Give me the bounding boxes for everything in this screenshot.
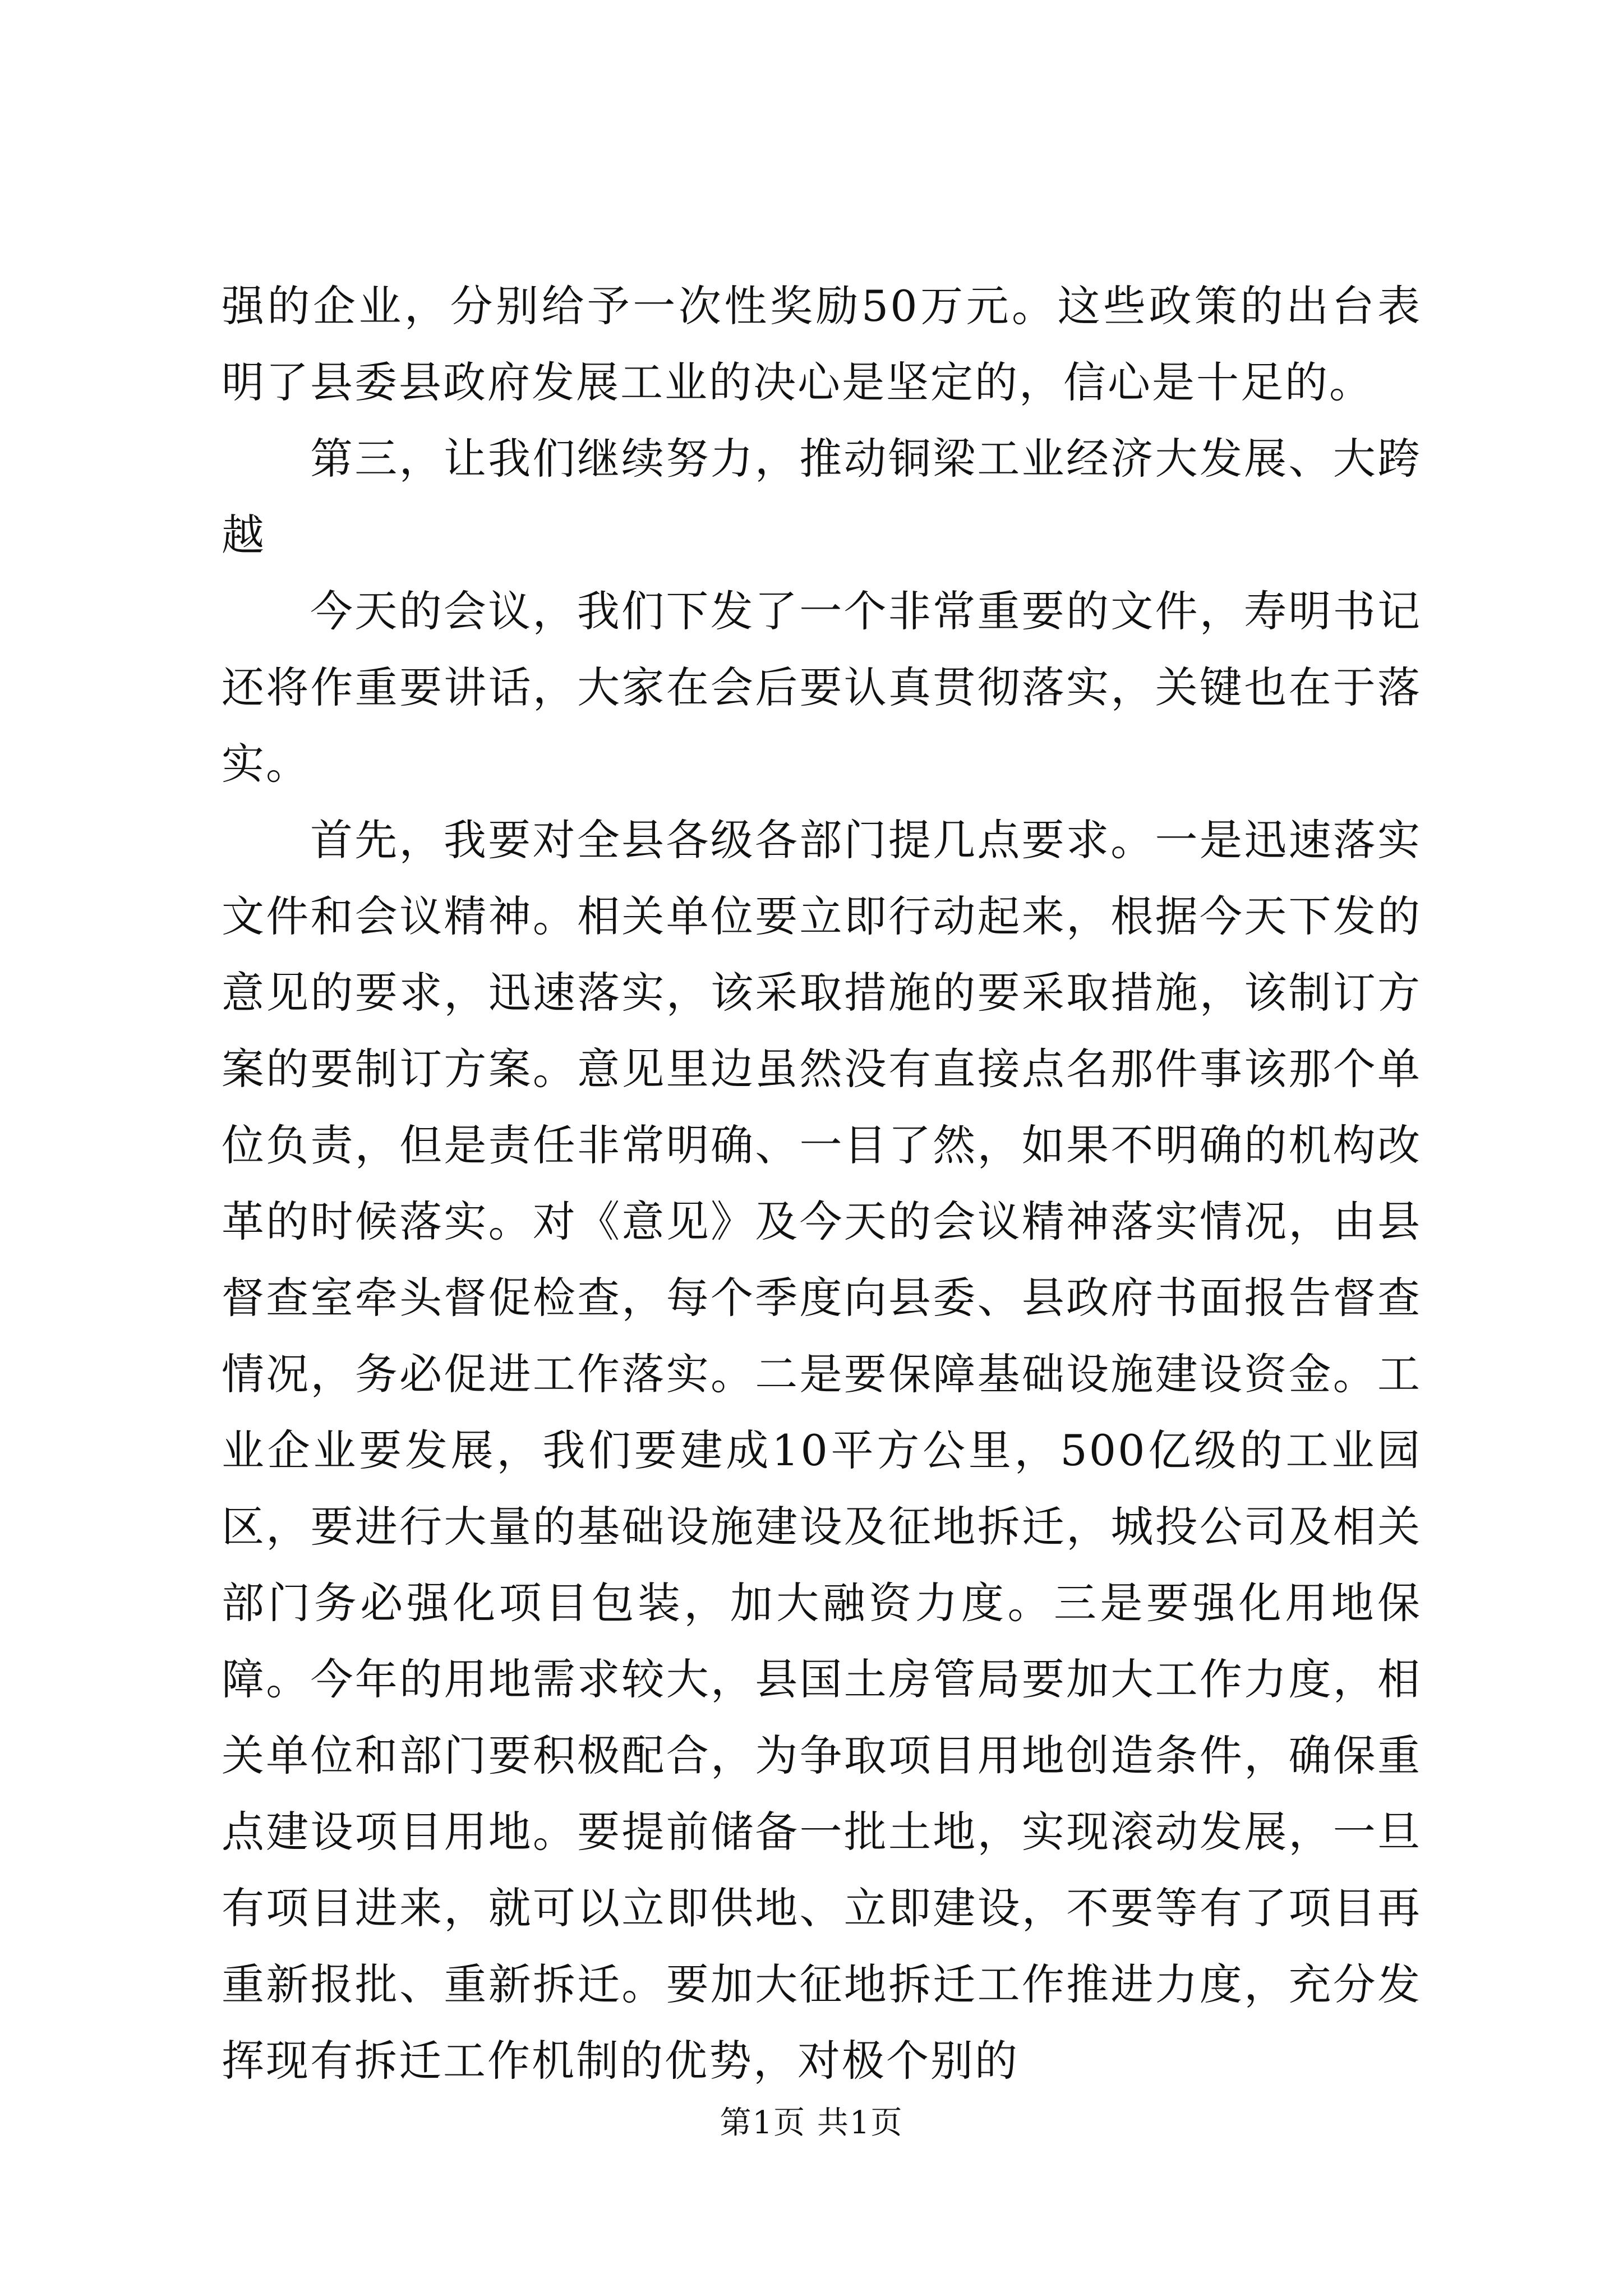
paragraph-1: 强的企业，分别给予一次性奖励50万元。这些政策的出台表明了县委县政府发展工业的决心是坚定的，信心是十足的。 xyxy=(222,281,1422,407)
paragraph-4: 首先，我要对全县各级各部门提几点要求。一是迅速落实文件和会议精神。相关单位要立即行动起来，根据今天下发的意见的要求，迅速落实，该采取措施的要采取措施，该制订方案的要制订方案。意见里边虽然没有直接点名那件事该那个单位负责，但是责任非常明确、一目了然，如果不明确的机构改革的时候落实。对《意见》及今天的会议精神落实情况，由县督查室牵头督促检查，每个季度向县委、县政府书面报告督查情况，务必促进工作落实。二是要保障基础设施建设资金。工业企业要发展，我们要建成10平方公里，500亿级的工业园区，要进行大量的基础设施建设及征地拆迁，城投公司及相关部门务必强化项目包装，加大融资力度。三是要强化用地保障。今年的用地需求较大，县国土房管局要加大工作力度，相关单位和部门要积极配合，为争取项目用地创造条件，确保重点建设项目用地。要提前储备一批土地，实现滚动发展，一旦有项目进来，就可以立即供地、立即建设，不要等有了项目再重新报批、重新拆迁。要加大征地拆迁工作推进力度，充分发挥现有拆迁工作机制的优势，对极个别的 xyxy=(222,815,1422,2086)
page-footer xyxy=(0,2104,1623,2143)
paragraph-3: 今天的会议，我们下发了一个非常重要的文件，寿明书记还将作重要讲话，大家在会后要认真贯彻落实，关键也在于落实。 xyxy=(222,586,1422,789)
document-body xyxy=(222,268,1422,2099)
page-number-label: 第1页 共1页 xyxy=(720,2105,903,2141)
paragraph-2: 第三，让我们继续努力，推动铜梁工业经济大发展、大跨越 xyxy=(222,434,1422,560)
